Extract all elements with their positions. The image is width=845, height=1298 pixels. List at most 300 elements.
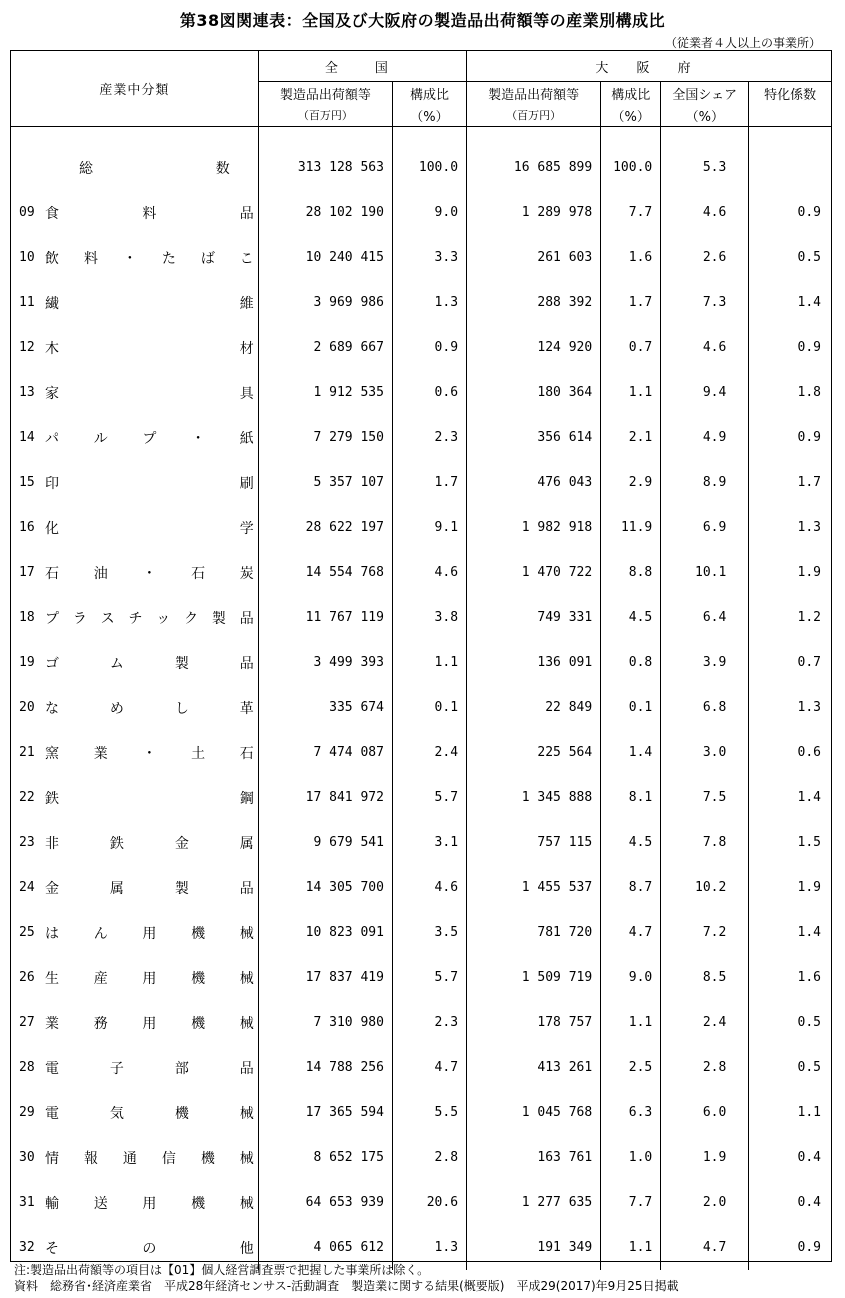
industry-label-char: 械 [239,1105,254,1122]
osaka-share-cell: 8.5 [661,955,749,1000]
industry-label [39,203,258,223]
national-shipments-cell: 10 240 415 [258,235,392,280]
osaka-ratio-cell: 11.9 [601,505,661,550]
table-row [11,370,831,415]
osaka-ratio-cell: 6.3 [601,1090,661,1135]
national-shipments-cell: 5 357 107 [258,460,392,505]
national-ratio-cell: 4.7 [392,1045,466,1090]
industry-label-char: 油 [93,565,108,582]
industry-label-char: 業 [93,745,108,762]
industry-label-char: ル [93,430,108,447]
national-shipments-cell: 9 679 541 [258,820,392,865]
industry-label [39,653,258,673]
special-coefficient-cell: 1.4 [749,280,831,325]
osaka-shipments-cell: 124 920 [467,325,601,370]
national-shipments-cell: 64 653 939 [258,1180,392,1225]
industry-label-char: 用 [142,970,157,987]
osaka-shipments-cell: 136 091 [467,640,601,685]
osaka-ratio-cell: 100.0 [601,145,661,190]
table-row [11,865,831,910]
unit-osaka-share-percent: （%） [661,104,749,127]
industry-label-char: 鉄 [109,835,124,852]
osaka-shipments-cell: 781 720 [467,910,601,955]
osaka-ratio-cell: 4.5 [601,820,661,865]
national-shipments-cell: 28 622 197 [258,505,392,550]
special-coefficient-cell: 1.3 [749,505,831,550]
industry-label-char: 生 [45,970,59,987]
osaka-ratio-cell: 1.7 [601,280,661,325]
header-osaka-ratio: 構成比 [601,82,661,105]
osaka-shipments-cell: 1 470 722 [467,550,601,595]
industry-label-char: 械 [239,1015,254,1032]
osaka-share-cell: 2.6 [661,235,749,280]
national-shipments-cell: 17 837 419 [258,955,392,1000]
industry-label-char: 情 [45,1150,59,1167]
industry-label [39,428,258,448]
osaka-share-cell: 4.9 [661,415,749,460]
industry-label-char: 総 [79,160,93,177]
table-row [11,1090,831,1135]
special-coefficient-cell: 1.5 [749,820,831,865]
industry-label [39,833,258,853]
national-shipments-cell: 14 554 768 [258,550,392,595]
national-shipments-cell: 8 652 175 [258,1135,392,1180]
osaka-share-cell: 6.4 [661,595,749,640]
osaka-ratio-cell: 7.7 [601,1180,661,1225]
industry-label-char: 他 [239,1240,254,1257]
data-table-frame [10,50,832,1262]
osaka-shipments-cell: 16 685 899 [467,145,601,190]
table-row [11,775,831,820]
osaka-share-cell: 7.8 [661,820,749,865]
industry-label-char: 用 [142,1015,157,1032]
osaka-share-cell: 6.9 [661,505,749,550]
industry-label [39,563,258,583]
header-national-shipments: 製造品出荷額等 [258,82,392,105]
special-coefficient-cell: 0.4 [749,1135,831,1180]
industry-label-char: チ [128,610,143,627]
industry-name [11,910,258,955]
industry-label-char: な [45,700,59,717]
industry-label-char: 通 [122,1150,137,1167]
industry-label-char: 子 [109,1060,124,1077]
header-category: 産業中分類 [11,51,258,127]
osaka-shipments-cell: 1 982 918 [467,505,601,550]
osaka-share-cell: 3.0 [661,730,749,775]
footnotes [14,1262,679,1294]
special-coefficient-cell: 0.9 [749,1225,831,1270]
industry-code: 19 [19,655,35,670]
osaka-shipments-cell: 225 564 [467,730,601,775]
table-row [11,415,831,460]
industry-label [39,743,258,763]
industry-label [39,968,258,988]
industry-label-char: 紙 [239,430,254,447]
header-osaka-special: 特化係数 [749,82,831,105]
national-shipments-cell: 313 128 563 [258,145,392,190]
industry-label-char: 属 [109,880,124,897]
industry-label-char: 非 [45,835,59,852]
osaka-share-cell: 1.9 [661,1135,749,1180]
industry-label-char: 品 [239,610,254,627]
industry-label-char: 飲 [45,250,59,267]
industry-label-char: 炭 [239,565,254,582]
industry-label-char: 属 [239,835,254,852]
osaka-ratio-cell: 2.5 [601,1045,661,1090]
industry-label-char: ・ [122,250,137,267]
industry-name [11,280,258,325]
table-row [11,235,831,280]
table-row [11,595,831,640]
osaka-shipments-cell: 1 455 537 [467,865,601,910]
table-row [11,955,831,1000]
special-coefficient-cell: 1.7 [749,460,831,505]
industry-label-char: ・ [191,430,206,447]
industry-name [11,460,258,505]
industry-label-char: 鋼 [239,790,254,807]
industry-code: 31 [19,1195,35,1210]
industry-label-char: 機 [174,1105,189,1122]
industry-name [11,1180,258,1225]
osaka-shipments-cell: 757 115 [467,820,601,865]
industry-label-char: 産 [93,970,108,987]
industry-label-char: 窯 [45,745,59,762]
table-row [11,325,831,370]
unit-national-percent: （%） [392,104,466,127]
osaka-share-cell: 7.5 [661,775,749,820]
industry-label-char: 械 [239,1150,254,1167]
industry-name [11,370,258,415]
industry-code: 10 [19,250,35,265]
industry-label-char: 輸 [45,1195,59,1212]
industry-name [11,415,258,460]
industry-label-char: ム [109,655,124,672]
industry-code: 14 [19,430,35,445]
osaka-share-cell: 2.4 [661,1000,749,1045]
special-coefficient-cell: 1.8 [749,370,831,415]
industry-label-char: 電 [45,1060,59,1077]
industry-code: 22 [19,790,35,805]
national-ratio-cell: 100.0 [392,145,466,190]
special-coefficient-cell: 0.4 [749,1180,831,1225]
osaka-ratio-cell: 4.5 [601,595,661,640]
national-ratio-cell: 0.6 [392,370,466,415]
osaka-share-cell: 4.6 [661,325,749,370]
industry-label-char: 品 [239,655,254,672]
special-coefficient-cell: 0.6 [749,730,831,775]
national-shipments-cell: 11 767 119 [258,595,392,640]
industry-label [39,293,258,313]
industry-label-char: ク [184,610,199,627]
osaka-ratio-cell: 8.1 [601,775,661,820]
industry-label-char: 石 [239,745,254,762]
page-title: 第38図関連表：全国及び大阪府の製造品出荷額等の産業別構成比 [179,11,666,30]
industry-label [39,383,258,403]
industry-name [11,685,258,730]
osaka-ratio-cell: 1.1 [601,1000,661,1045]
national-shipments-cell: 335 674 [258,685,392,730]
osaka-shipments-cell: 191 349 [467,1225,601,1270]
unit-national-million: （百万円） [258,104,392,127]
osaka-ratio-cell: 7.7 [601,190,661,235]
table-row [11,280,831,325]
industry-label-char: 金 [45,880,59,897]
osaka-shipments-cell: 1 289 978 [467,190,601,235]
footnote-note: 注:製造品出荷額等の項目は【01】個人経営調査票で把握した事業所は除く。 [14,1263,430,1277]
industry-label [39,1193,258,1213]
industry-label-char: 用 [142,1195,157,1212]
national-ratio-cell: 4.6 [392,550,466,595]
osaka-shipments-cell: 178 757 [467,1000,601,1045]
industry-code: 28 [19,1060,35,1075]
industry-name [11,820,258,865]
industry-label-char: 維 [239,295,254,312]
industry-label-char: ス [100,610,115,627]
table-row [11,1045,831,1090]
national-ratio-cell: 0.9 [392,325,466,370]
osaka-share-cell: 5.3 [661,145,749,190]
special-coefficient-cell: 1.6 [749,955,831,1000]
industry-label-char: 品 [239,205,254,222]
osaka-ratio-cell: 0.1 [601,685,661,730]
industry-label-char: ッ [156,610,171,627]
osaka-share-cell: 7.3 [661,280,749,325]
industry-name [11,550,258,595]
special-coefficient-cell: 0.7 [749,640,831,685]
industry-label [39,338,258,358]
table-row [11,550,831,595]
osaka-shipments-cell: 476 043 [467,460,601,505]
industry-code: 26 [19,970,35,985]
national-ratio-cell: 1.1 [392,640,466,685]
industry-label-char: 刷 [239,475,254,492]
industry-label [39,473,258,493]
industry-label [39,1148,258,1168]
national-ratio-cell: 4.6 [392,865,466,910]
osaka-shipments-cell: 22 849 [467,685,601,730]
industry-label-char: 繊 [45,295,59,312]
national-shipments-cell: 2 689 667 [258,325,392,370]
industry-label-char: た [161,250,176,267]
national-shipments-cell: 17 365 594 [258,1090,392,1135]
osaka-shipments-cell: 356 614 [467,415,601,460]
osaka-ratio-cell: 8.8 [601,550,661,595]
industry-label-char: ば [200,250,215,267]
industry-label-char: 機 [191,925,206,942]
industry-code: 24 [19,880,35,895]
industry-code: 18 [19,610,35,625]
industry-code: 11 [19,295,35,310]
osaka-shipments-cell: 1 045 768 [467,1090,601,1135]
industry-label-char: 具 [239,385,254,402]
industry-label-char: 信 [161,1150,176,1167]
industry-label-char: 送 [93,1195,108,1212]
national-shipments-cell: 10 823 091 [258,910,392,955]
header-osaka-share: 全国シェア [661,82,749,105]
industry-label-char: 食 [45,205,59,222]
header-osaka-shipments: 製造品出荷額等 [467,82,601,105]
table-row [11,505,831,550]
industry-name [11,640,258,685]
industry-label-char: 機 [191,970,206,987]
industry-name [11,235,258,280]
osaka-share-cell: 2.0 [661,1180,749,1225]
special-coefficient-cell: 0.5 [749,1000,831,1045]
industry-name [11,1090,258,1135]
national-shipments-cell: 4 065 612 [258,1225,392,1270]
osaka-ratio-cell: 1.0 [601,1135,661,1180]
industry-code: 21 [19,745,35,760]
industry-label-char: し [174,700,189,717]
industry-code: 27 [19,1015,35,1030]
industry-label-char: ・ [142,745,157,762]
unit-osaka-million: （百万円） [467,104,601,127]
industry-label [39,608,258,628]
industry-code: 29 [19,1105,35,1120]
industry-label-char: 家 [45,385,59,402]
special-coefficient-cell: 1.3 [749,685,831,730]
osaka-shipments-cell: 413 261 [467,1045,601,1090]
industry-name [11,325,258,370]
industry-code: 13 [19,385,35,400]
special-coefficient-cell: 0.9 [749,415,831,460]
industry-label-char: 製 [174,655,189,672]
industry-name [11,1000,258,1045]
national-shipments-cell: 17 841 972 [258,775,392,820]
industry-label-char: 部 [174,1060,189,1077]
osaka-share-cell: 4.7 [661,1225,749,1270]
national-ratio-cell: 5.7 [392,955,466,1000]
industry-label-char: 用 [142,925,157,942]
industry-label-char: こ [239,250,254,267]
header-national-ratio: 構成比 [392,82,466,105]
industry-label-char: そ [45,1240,59,1257]
industry-name [11,505,258,550]
table-row [11,1000,831,1045]
industry-label-char: 品 [239,1060,254,1077]
industry-label-char: 学 [239,520,254,537]
special-coefficient-cell [749,145,831,190]
national-ratio-cell: 2.3 [392,1000,466,1045]
osaka-ratio-cell: 0.8 [601,640,661,685]
industry-name [11,1045,258,1090]
osaka-share-cell: 8.9 [661,460,749,505]
special-coefficient-cell: 1.9 [749,550,831,595]
national-ratio-cell: 3.1 [392,820,466,865]
table-row [11,145,831,190]
industry-label [39,518,258,538]
special-coefficient-cell: 0.9 [749,325,831,370]
national-shipments-cell: 1 912 535 [258,370,392,415]
industry-label [39,1058,258,1078]
national-ratio-cell: 9.1 [392,505,466,550]
unit-osaka-percent: （%） [601,104,661,127]
industry-label-char: 土 [191,745,206,762]
industry-label-char: 製 [211,610,226,627]
industry-code: 30 [19,1150,35,1165]
national-ratio-cell: 1.7 [392,460,466,505]
industry-label [39,1013,258,1033]
industry-label-char: プ [45,610,59,627]
osaka-ratio-cell: 1.1 [601,1225,661,1270]
osaka-share-cell: 10.2 [661,865,749,910]
osaka-ratio-cell: 2.1 [601,415,661,460]
osaka-share-cell: 7.2 [661,910,749,955]
industry-code: 16 [19,520,35,535]
footnote-source: 資料 総務省･経済産業省 平成28年経済センサス‐活動調査 製造業に関する結果(概要版) 平成29(2017)年9月25日掲載 [14,1279,679,1293]
national-shipments-cell: 7 279 150 [258,415,392,460]
industry-code: 23 [19,835,35,850]
industry-label-char: プ [142,430,157,447]
industry-code: 12 [19,340,35,355]
industry-name [11,145,258,190]
industry-name [11,775,258,820]
industry-label-char: 革 [239,700,254,717]
industry-label [39,248,258,268]
table-row [11,730,831,775]
osaka-share-cell: 10.1 [661,550,749,595]
osaka-shipments-cell: 180 364 [467,370,601,415]
industry-label-char: ・ [142,565,157,582]
osaka-share-cell: 6.8 [661,685,749,730]
osaka-share-cell: 9.4 [661,370,749,415]
national-ratio-cell: 2.3 [392,415,466,460]
industry-code: 20 [19,700,35,715]
industry-label-char: 料 [142,205,157,222]
osaka-shipments-cell: 163 761 [467,1135,601,1180]
industry-label-char: 材 [239,340,254,357]
osaka-ratio-cell: 0.7 [601,325,661,370]
industry-label-char: ラ [72,610,87,627]
industry-label-char: 械 [239,1195,254,1212]
industry-label [39,788,258,808]
industry-label [39,1238,258,1258]
national-shipments-cell: 7 474 087 [258,730,392,775]
osaka-shipments-cell: 261 603 [467,235,601,280]
national-ratio-cell: 3.3 [392,235,466,280]
industry-label-char: の [142,1240,157,1257]
national-shipments-cell: 7 310 980 [258,1000,392,1045]
national-ratio-cell: 20.6 [392,1180,466,1225]
header-national: 全 国 [258,51,466,82]
industry-label-char: 製 [174,880,189,897]
industry-label-char: 械 [239,925,254,942]
industry-label [39,698,258,718]
header-osaka: 大 阪 府 [467,51,831,82]
table-row [11,910,831,955]
industry-code: 25 [19,925,35,940]
industry-label-char: 機 [200,1150,215,1167]
national-shipments-cell: 3 969 986 [258,280,392,325]
industry-label-char: 石 [45,565,59,582]
special-coefficient-cell: 0.5 [749,1045,831,1090]
industry-label-char: 料 [83,250,98,267]
osaka-ratio-cell: 9.0 [601,955,661,1000]
osaka-shipments-cell: 1 509 719 [467,955,601,1000]
industry-name [11,595,258,640]
special-coefficient-cell: 0.9 [749,190,831,235]
osaka-ratio-cell: 1.6 [601,235,661,280]
osaka-ratio-cell: 4.7 [601,910,661,955]
osaka-share-cell: 4.6 [661,190,749,235]
table-row [11,1180,831,1225]
industry-label-char: 数 [215,160,230,177]
industry-label-char: 業 [45,1015,59,1032]
osaka-share-cell: 2.8 [661,1045,749,1090]
industry-code: 17 [19,565,35,580]
table-body [11,145,831,1270]
osaka-shipments-cell: 1 277 635 [467,1180,601,1225]
